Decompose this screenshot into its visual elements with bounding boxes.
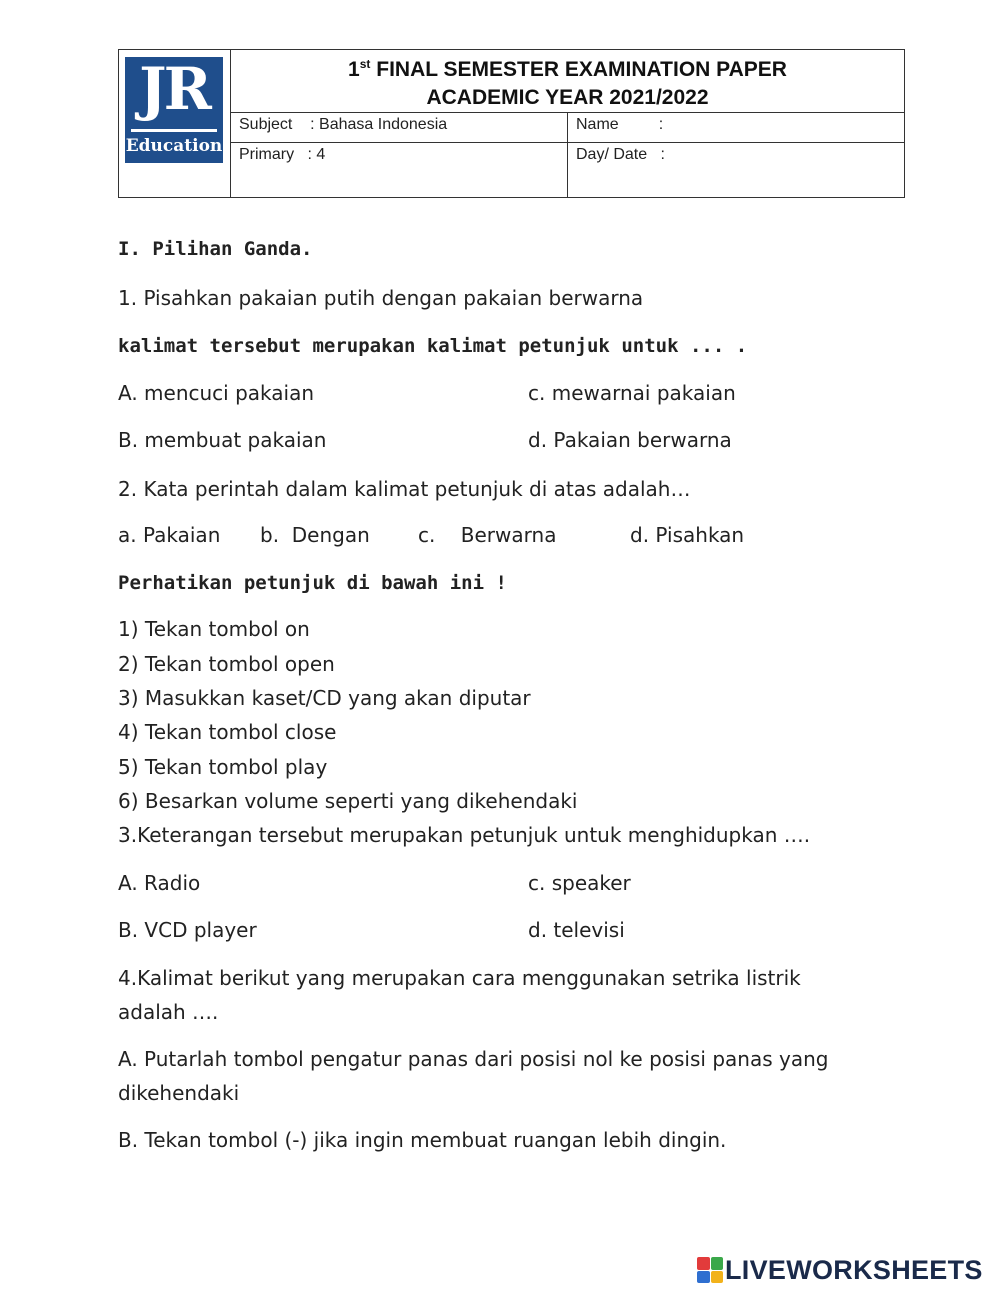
- question-3-option-d: d. televisi: [528, 918, 625, 942]
- question-4-text-line2: adalah ….: [118, 1000, 219, 1024]
- title-ordinal-suffix: st: [359, 57, 371, 72]
- logo-divider: [131, 129, 217, 132]
- step-item: 4) Tekan tombol close: [118, 720, 337, 744]
- question-1-option-c: c. mewarnai pakaian: [528, 381, 736, 405]
- exam-title-line2: ACADEMIC YEAR 2021/2022: [426, 86, 709, 110]
- day-date-field: Day/ Date :: [576, 145, 665, 163]
- question-4-option-a-line2: dikehendaki: [118, 1081, 240, 1105]
- liveworksheets-text: LIVEWORKSHEETS: [725, 1254, 983, 1285]
- question-2-option-b: b. Dengan: [260, 523, 370, 547]
- question-2-option-a: a. Pakaian: [118, 523, 221, 547]
- question-4-text-line1: 4.Kalimat berikut yang merupakan cara menggunakan setrika listrik: [118, 966, 801, 990]
- question-1-prompt: kalimat tersebut merupakan kalimat petunjuk untuk ... .: [118, 335, 748, 357]
- liveworksheets-logo-icon: [697, 1257, 723, 1283]
- logo-cell: [119, 50, 231, 198]
- question-4-option-a-line1: A. Putarlah tombol pengatur panas dari posisi nol ke posisi panas yang: [118, 1047, 829, 1071]
- exam-title-line1: [231, 50, 904, 84]
- name-cell: [568, 113, 905, 142]
- exam-header-table: [118, 49, 905, 198]
- question-3-option-a: A. Radio: [118, 871, 201, 895]
- question-1-option-b: B. membuat pakaian: [118, 428, 327, 452]
- day-date-cell: [568, 142, 905, 197]
- question-3-option-b: B. VCD player: [118, 918, 257, 942]
- subject-cell: [231, 113, 568, 142]
- logo-jr-text: JR: [139, 55, 209, 123]
- title-rest: FINAL SEMESTER EXAMINATION PAPER: [370, 58, 787, 82]
- question-4-option-b: B. Tekan tombol (-) jika ingin membuat ruangan lebih dingin.: [118, 1128, 727, 1152]
- question-2-option-d: d. Pisahkan: [630, 523, 745, 547]
- step-item: 6) Besarkan volume seperti yang dikehendaki: [118, 789, 578, 813]
- liveworksheets-watermark: [697, 1255, 983, 1285]
- primary-cell: [231, 142, 568, 197]
- step-item: 3) Masukkan kaset/CD yang akan diputar: [118, 686, 531, 710]
- logo-education-text: Education: [125, 136, 223, 156]
- instruction-heading: Perhatikan petunjuk di bawah ini !: [118, 572, 507, 594]
- question-1-text: 1. Pisahkan pakaian putih dengan pakaian berwarna: [118, 286, 644, 310]
- primary-field: Primary : 4: [239, 145, 326, 163]
- title-ordinal: 1: [348, 58, 360, 82]
- subject-field: Subject : Bahasa Indonesia: [239, 116, 448, 134]
- name-field: Name :: [576, 116, 664, 134]
- question-2-option-c: c. Berwarna: [418, 523, 557, 547]
- question-3-option-c: c. speaker: [528, 871, 631, 895]
- exam-title: [231, 50, 905, 113]
- question-3-text: 3.Keterangan tersebut merupakan petunjuk untuk menghidupkan ….: [118, 823, 811, 847]
- section-heading: I. Pilihan Ganda.: [118, 238, 313, 260]
- question-1-option-d: d. Pakaian berwarna: [528, 428, 732, 452]
- step-item: 5) Tekan tombol play: [118, 755, 328, 779]
- step-item: 2) Tekan tombol open: [118, 652, 335, 676]
- jr-education-logo: [125, 57, 223, 163]
- step-item: 1) Tekan tombol on: [118, 617, 310, 641]
- question-2-text: 2. Kata perintah dalam kalimat petunjuk di atas adalah…: [118, 477, 691, 501]
- question-1-option-a: A. mencuci pakaian: [118, 381, 315, 405]
